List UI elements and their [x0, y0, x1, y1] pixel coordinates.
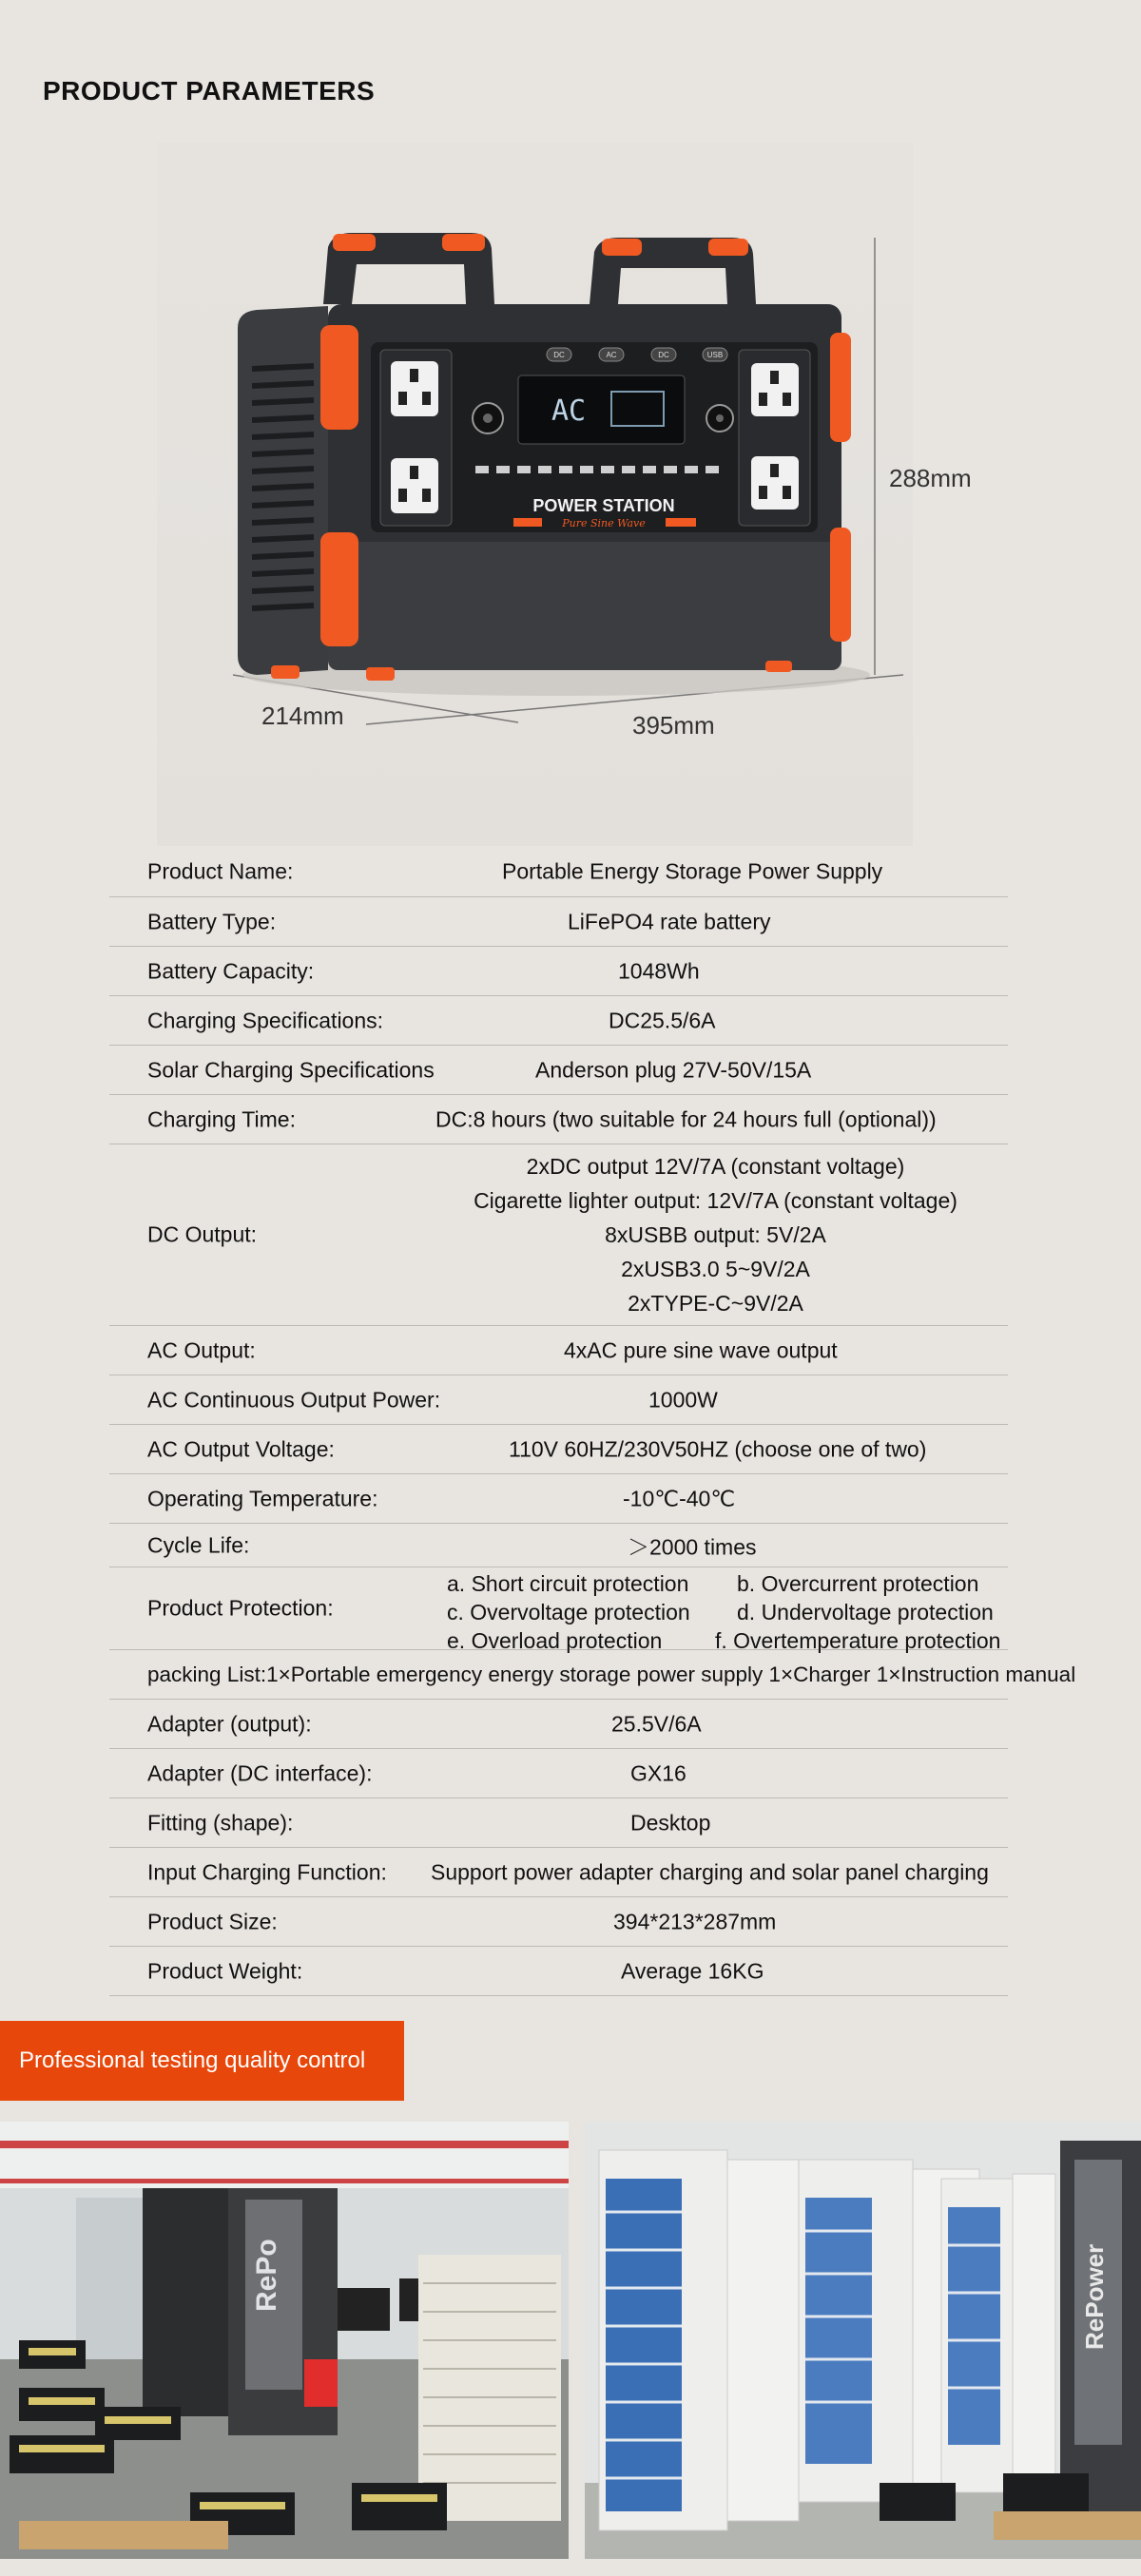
spec-value: Portable Energy Storage Power Supply [502, 858, 883, 883]
factory-photo-left [0, 2122, 569, 2559]
spec-row-product-weight [109, 1947, 1008, 1996]
spec-value: DC:8 hours (two suitable for 24 hours full (optional)) [435, 1106, 937, 1131]
width-dimension: 395mm [632, 711, 715, 740]
spec-row-dc-output [109, 1144, 1008, 1326]
spec-value: Average 16KG [621, 1958, 764, 1983]
spec-row-adapter-interface [109, 1749, 1008, 1798]
spec-row-product-size [109, 1897, 1008, 1947]
device-brand-label: POWER STATION [532, 496, 675, 515]
protection-item: d. Undervoltage protection [737, 1600, 994, 1624]
spec-value: -10℃-40℃ [623, 1486, 736, 1510]
spec-label: Adapter (output): [147, 1711, 312, 1736]
spec-row-ac-power [109, 1375, 1008, 1425]
height-dimension: 288mm [889, 464, 972, 492]
button-label-ac: AC [606, 351, 617, 359]
dc-output-line: Cigarette lighter output: 12V/7A (constant voltage) [474, 1188, 957, 1213]
spec-label: Adapter (DC interface): [147, 1760, 373, 1785]
spec-value: GX16 [630, 1760, 687, 1785]
spec-label: Battery Type: [147, 909, 277, 933]
spec-label: AC Output Voltage: [147, 1436, 335, 1461]
spec-row-protection [109, 1567, 1008, 1653]
page-title: PRODUCT PARAMETERS [43, 76, 376, 106]
spec-row-operating-temp [109, 1474, 1008, 1524]
section-banner: Professional testing quality control [0, 2021, 404, 2101]
spec-value: 25.5V/6A [611, 1711, 702, 1736]
power-station-illustration [157, 143, 913, 846]
spec-value: 1048Wh [618, 958, 700, 983]
spec-value: 1000W [648, 1387, 718, 1412]
spec-row-adapter-output [109, 1700, 1008, 1749]
spec-value: DC25.5/6A [609, 1008, 716, 1032]
spec-table [109, 846, 1076, 1996]
spec-row-charging-spec [109, 996, 1008, 1046]
spec-row-cycle-life [109, 1524, 1008, 1567]
product-image-area [157, 143, 972, 846]
spec-row-ac-voltage [109, 1425, 1008, 1474]
spec-label: Charging Time: [147, 1106, 296, 1131]
spec-label: AC Continuous Output Power: [147, 1387, 441, 1412]
spec-label: Product Size: [147, 1909, 278, 1933]
spec-label: Input Charging Function: [147, 1859, 387, 1884]
device-sub-label: Pure Sine Wave [562, 517, 646, 529]
cabinet-brand-left: RePo [251, 2239, 282, 2312]
spec-label: Product Name: [147, 858, 294, 883]
dc-output-line: 8xUSBB output: 5V/2A [605, 1222, 826, 1247]
protection-grid [447, 1571, 1036, 1653]
spec-value: 4xAC pure sine wave output [564, 1337, 838, 1362]
protection-item: e. Overload protection [447, 1628, 663, 1653]
button-label-dc: DC [553, 351, 565, 359]
spec-label: Fitting (shape): [147, 1810, 294, 1835]
spec-value: Support power adapter charging and solar panel charging [431, 1859, 989, 1884]
spec-row-solar-charging [109, 1046, 1008, 1095]
spec-label: Operating Temperature: [147, 1486, 378, 1510]
factory-photo-right [585, 2122, 1141, 2559]
spec-label: Product Protection: [147, 1595, 334, 1621]
button-label-usb: USB [706, 351, 724, 359]
spec-row-ac-output [109, 1326, 1008, 1375]
dc-output-line: 2xDC output 12V/7A (constant voltage) [526, 1154, 905, 1179]
protection-item: a. Short circuit protection [447, 1571, 689, 1596]
spec-value: Anderson plug 27V-50V/15A [535, 1057, 812, 1082]
protection-item: c. Overvoltage protection [447, 1600, 690, 1624]
spec-label: Cycle Life: [147, 1532, 250, 1557]
spec-label: Solar Charging Specifications [147, 1057, 435, 1082]
spec-value: 110V 60HZ/230V50HZ (choose one of two) [509, 1436, 927, 1461]
packing-list-text: packing List:1×Portable emergency energy storage power supply 1×Charger 1×Instruction manual [147, 1662, 1076, 1686]
depth-dimension: 214mm [261, 702, 344, 730]
protection-item: f. Overtemperature protection [715, 1628, 1001, 1653]
spec-value: Desktop [630, 1810, 711, 1835]
dc-output-line: 2xUSB3.0 5~9V/2A [621, 1257, 810, 1281]
spec-row-charging-time [109, 1095, 1008, 1144]
spec-row-input-charging [109, 1848, 1008, 1897]
dc-output-lines [109, 1144, 1008, 1325]
cabinet-brand-right: RePower [1080, 2243, 1109, 2350]
spec-row-fitting [109, 1798, 1008, 1848]
spec-row-product-name [109, 846, 1008, 897]
spec-label: Charging Specifications: [147, 1008, 384, 1032]
spec-label: DC Output: [147, 1221, 258, 1247]
spec-value: LiFePO4 rate battery [568, 909, 771, 933]
spec-label: Battery Capacity: [147, 958, 315, 983]
dc-output-line: 2xTYPE-C~9V/2A [628, 1291, 803, 1316]
spec-row-battery-capacity [109, 947, 1008, 996]
spec-value: ＞2000 times [628, 1534, 757, 1559]
protection-item: b. Overcurrent protection [737, 1571, 979, 1596]
spec-label: Product Weight: [147, 1958, 303, 1983]
spec-label: AC Output: [147, 1337, 256, 1362]
button-label-dc-2: DC [658, 351, 669, 359]
spec-value: 394*213*287mm [613, 1909, 777, 1933]
spec-row-packing-list [109, 1650, 1076, 1700]
spec-row-battery-type [109, 897, 1008, 947]
lcd-reading: AC [551, 394, 587, 428]
